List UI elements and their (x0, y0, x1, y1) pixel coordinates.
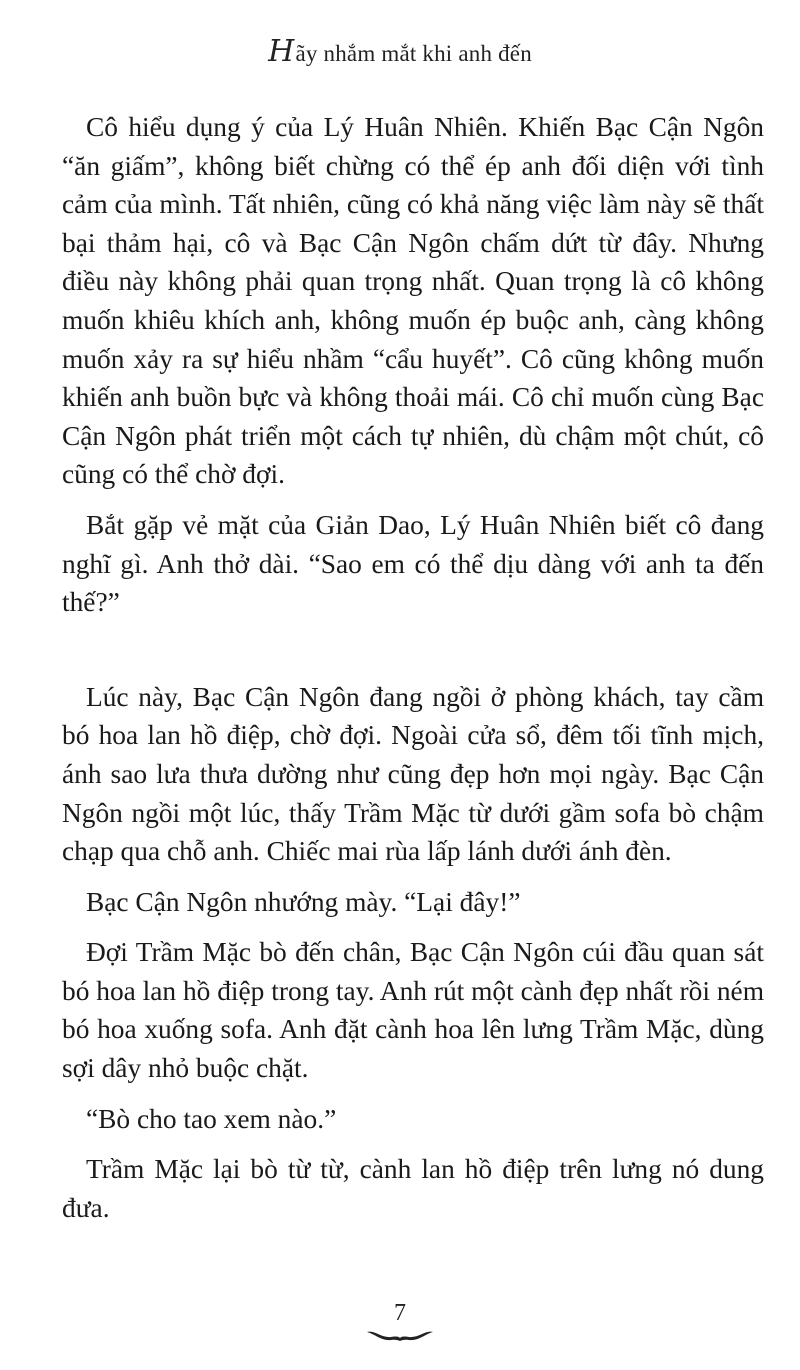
page-number: 7 (394, 1300, 406, 1326)
page-footer (0, 1300, 800, 1342)
paragraph: Bắt gặp vẻ mặt của Giản Dao, Lý Huân Nhiên biết cô đang nghĩ gì. Anh thở dài. “Sao em có thể dịu dàng với anh ta đến thế?” (62, 509, 764, 618)
paragraph: Bạc Cận Ngôn nhướng mày. “Lại đây!” (86, 886, 521, 917)
header-drop-letter: H (268, 34, 295, 69)
paragraph: Đợi Trầm Mặc bò đến chân, Bạc Cận Ngôn cúi đầu quan sát bó hoa lan hồ điệp trong tay. Anh rút một cành đẹp nhất rồi ném bó hoa xuống sofa. Anh đặt cành hoa lên lưng Trầm Mặc, dùng sợi dây nhỏ buộc chặt. (62, 937, 764, 1084)
flourish-ornament-icon (365, 1328, 435, 1342)
paragraph: Lúc này, Bạc Cận Ngôn đang ngồi ở phòng khách, tay cầm bó hoa lan hồ điệp, chờ đợi. Ngoài cửa sổ, đêm tối tĩnh mịch, ánh sao lưa thưa dường như cũng đẹp hơn mọi ngày. Bạc Cận Ngôn ngồi một lúc, thấy Trầm Mặc từ dưới gầm sofa bò chậm chạp qua chỗ anh. Chiếc mai rùa lấp lánh dưới ánh đèn. (62, 681, 764, 867)
header-title: ãy nhắm mắt khi anh đến (295, 41, 532, 66)
paragraph: Trầm Mặc lại bò từ từ, cành lan hồ điệp trên lưng nó dung đưa. (62, 1154, 764, 1223)
paragraph: Cô hiểu dụng ý của Lý Huân Nhiên. Khiến Bạc Cận Ngôn “ăn giấm”, không biết chừng có thể ép anh đối diện với tình cảm của mình. Tất nhiên, cũng có khả năng việc làm này sẽ thất bại thảm hại, cô và Bạc Cận Ngôn chấm dứt từ đây. Nhưng điều này không phải quan trọng nhất. Quan trọng là cô không muốn khiêu khích anh, không muốn ép buộc anh, càng không muốn xảy ra sự hiểu nhầm “cẩu huyết”. Cô cũng không muốn khiến anh buồn bực và không thoải mái. Cô chỉ muốn cùng Bạc Cận Ngôn phát triển một cách tự nhiên, dù chậm một chút, cô cũng có thể chờ đợi. (62, 112, 764, 490)
body-text (62, 108, 764, 1239)
running-header (0, 34, 800, 69)
paragraph: “Bò cho tao xem nào.” (86, 1103, 337, 1134)
